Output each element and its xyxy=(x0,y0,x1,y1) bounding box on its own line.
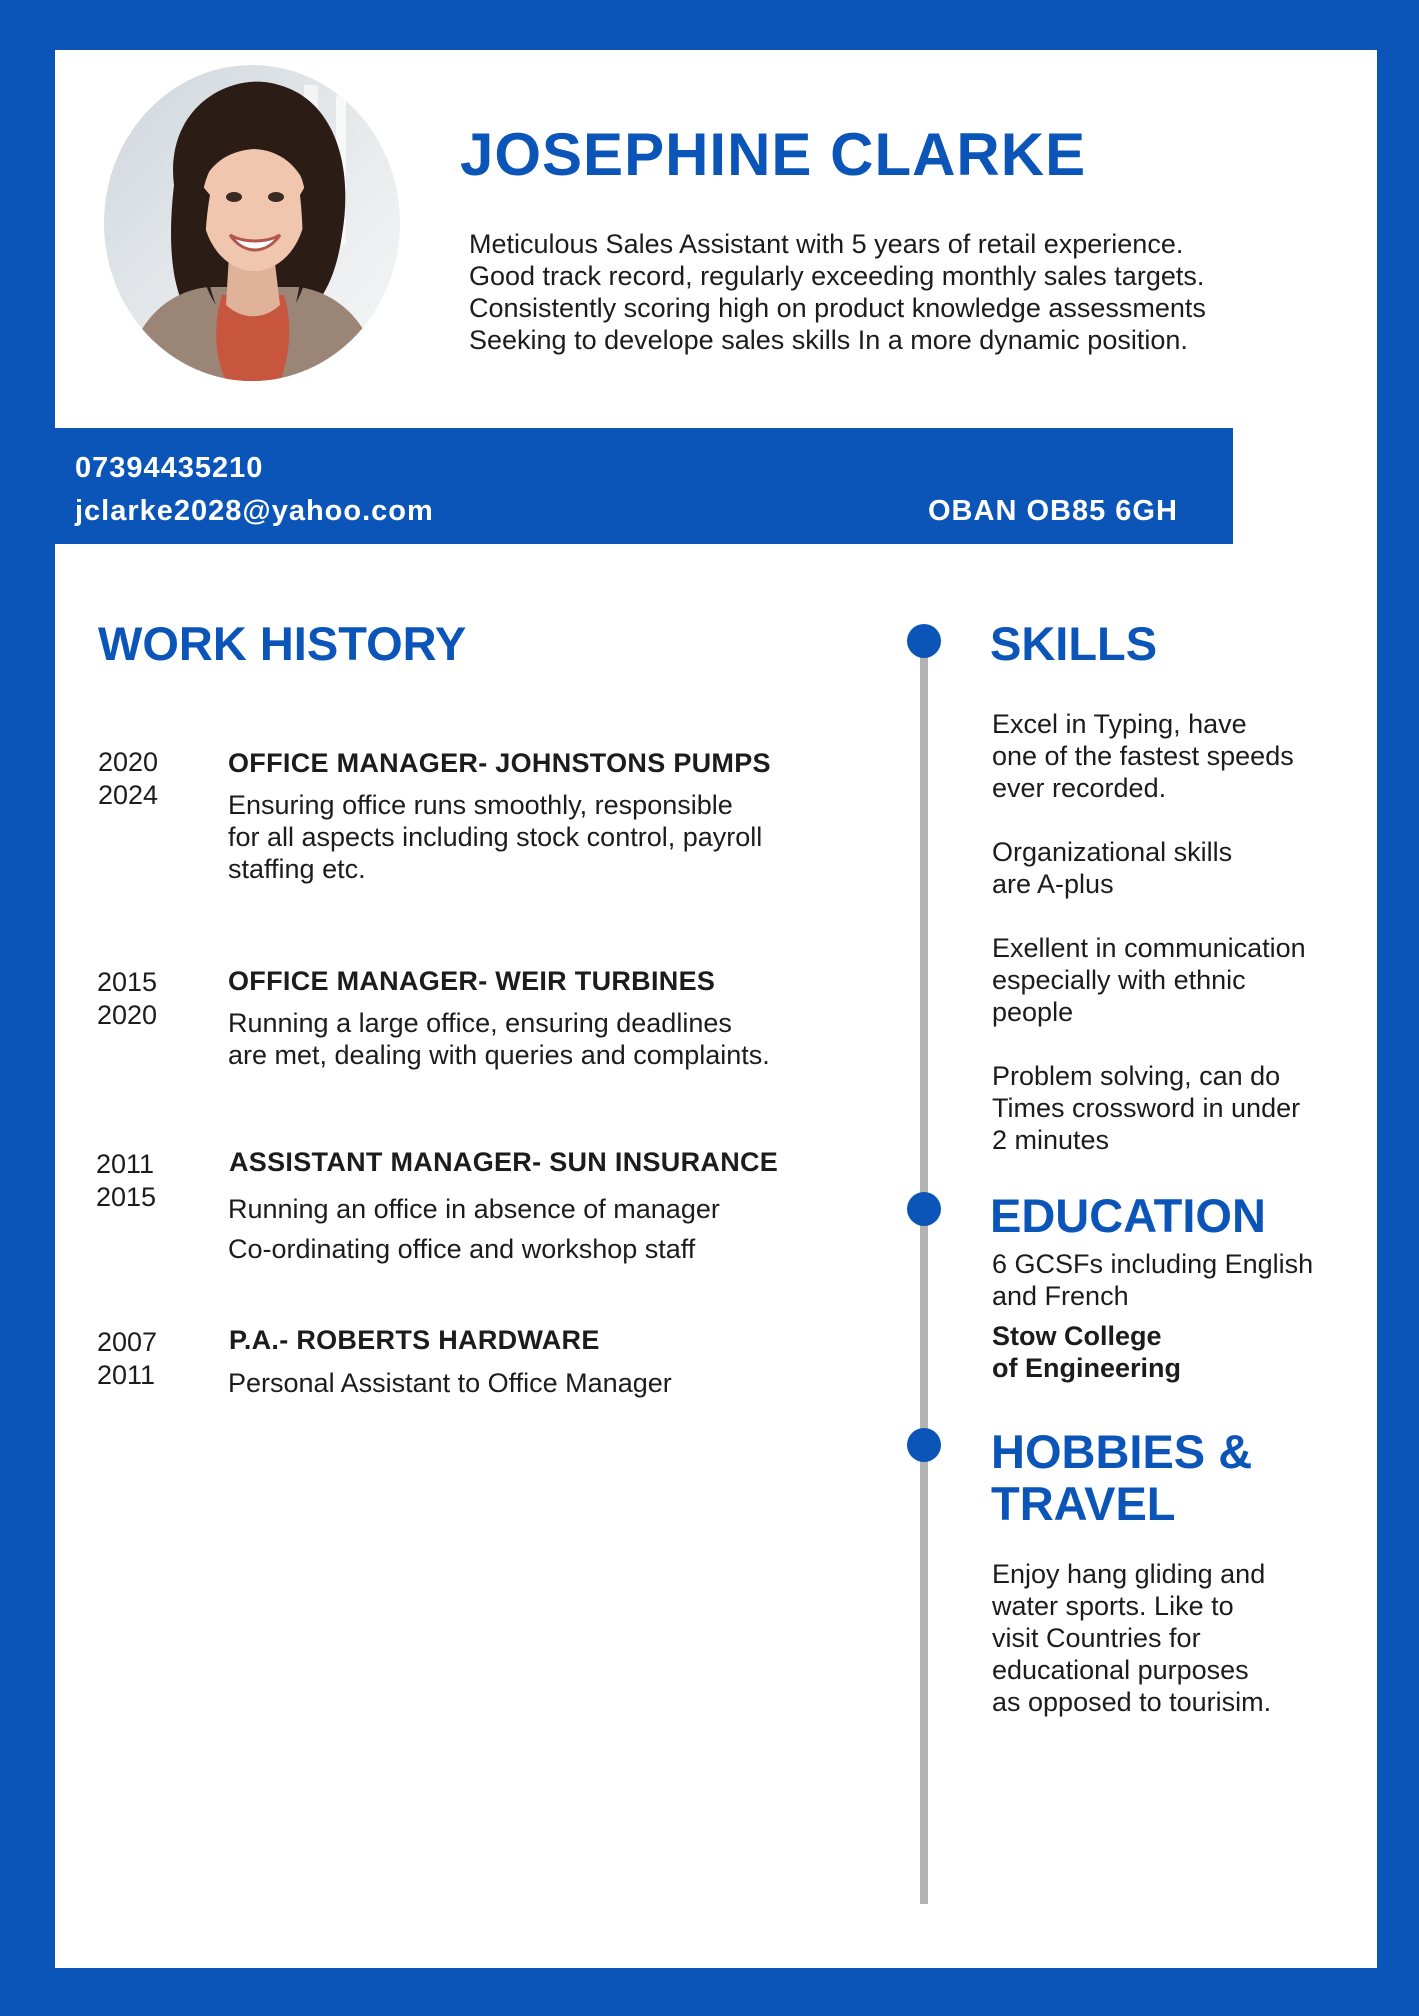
skill-line: Times crossword in under xyxy=(992,1093,1301,1123)
skill-line: one of the fastest speeds xyxy=(992,741,1294,771)
skill-line: Excel in Typing, have xyxy=(992,709,1247,739)
skill-line: are A-plus xyxy=(992,869,1114,899)
job-desc-line: staffing etc. xyxy=(228,854,366,884)
work-history-title: WORK HISTORY xyxy=(98,617,467,670)
hobbies-line: visit Countries for xyxy=(992,1623,1201,1653)
job-desc-line: Ensuring office runs smoothly, responsible xyxy=(228,790,733,820)
timeline-dot-education xyxy=(907,1192,941,1226)
job-title: P.A.- ROBERTS HARDWARE xyxy=(229,1325,600,1355)
hobbies-title-line: HOBBIES & xyxy=(991,1425,1253,1478)
hobbies-title-line: TRAVEL xyxy=(991,1477,1176,1530)
job-description xyxy=(228,1189,720,1269)
hobbies-line: as opposed to tourisim. xyxy=(992,1687,1272,1717)
job-description xyxy=(228,789,762,885)
job-years xyxy=(97,966,157,1032)
skill-line: Organizational skills xyxy=(992,837,1233,867)
contact-phone: 07394435210 xyxy=(75,452,264,484)
job-desc-line: are met, dealing with queries and complaints. xyxy=(228,1040,770,1070)
summary-line: Meticulous Sales Assistant with 5 years of retail experience. xyxy=(469,229,1184,259)
skill-item xyxy=(992,836,1232,900)
summary-line: Consistently scoring high on product knowledge assessments xyxy=(469,293,1206,323)
timeline-line xyxy=(920,642,928,1904)
job-end-year: 2024 xyxy=(98,780,159,810)
skill-line: ever recorded. xyxy=(992,773,1167,803)
skill-line: especially with ethnic xyxy=(992,965,1246,995)
job-start-year: 2015 xyxy=(97,967,158,997)
skill-item xyxy=(992,708,1294,804)
profile-summary xyxy=(469,228,1309,356)
job-years xyxy=(96,1148,156,1214)
summary-line: Good track record, regularly exceeding monthly sales targets. xyxy=(469,261,1205,291)
hobbies-line: educational purposes xyxy=(992,1655,1249,1685)
job-start-year: 2020 xyxy=(98,747,159,777)
job-description xyxy=(228,1367,672,1399)
contact-email: jclarke2028@yahoo.com xyxy=(75,495,434,527)
hobbies-description xyxy=(992,1558,1271,1718)
job-years xyxy=(97,1326,157,1392)
skill-item xyxy=(992,932,1306,1028)
job-desc-line: Running a large office, ensuring deadlines xyxy=(228,1008,732,1038)
timeline-dot-skills xyxy=(907,624,941,658)
job-end-year: 2011 xyxy=(97,1360,156,1390)
job-desc-line: Running an office in absence of manager xyxy=(228,1194,720,1224)
skill-line: 2 minutes xyxy=(992,1125,1110,1155)
education-school xyxy=(992,1320,1181,1384)
summary-line: Seeking to develope sales skills In a more dynamic position. xyxy=(469,325,1188,355)
hobbies-title xyxy=(991,1426,1252,1530)
timeline-dot-hobbies xyxy=(907,1428,941,1462)
skills-title: SKILLS xyxy=(990,617,1158,670)
education-title: EDUCATION xyxy=(990,1189,1266,1242)
education-qualification xyxy=(992,1248,1313,1312)
school-line: of Engineering xyxy=(992,1353,1181,1383)
job-desc-line: Co-ordinating office and workshop staff xyxy=(228,1234,696,1264)
job-title: ASSISTANT MANAGER- SUN INSURANCE xyxy=(229,1147,779,1177)
school-line: Stow College xyxy=(992,1321,1162,1351)
skill-line: Problem solving, can do xyxy=(992,1061,1281,1091)
job-start-year: 2011 xyxy=(96,1149,155,1179)
hobbies-line: water sports. Like to xyxy=(992,1591,1234,1621)
profile-photo xyxy=(104,65,400,381)
contact-address: OBAN OB85 6GH xyxy=(928,495,1178,527)
education-line: and French xyxy=(992,1281,1129,1311)
job-title: OFFICE MANAGER- JOHNSTONS PUMPS xyxy=(228,748,771,778)
job-years xyxy=(98,746,158,812)
job-desc-line: Personal Assistant to Office Manager xyxy=(228,1368,672,1398)
skill-line: Exellent in communication xyxy=(992,933,1306,963)
education-line: 6 GCSFs including English xyxy=(992,1249,1314,1279)
job-description xyxy=(228,1007,770,1071)
job-end-year: 2015 xyxy=(96,1182,157,1212)
skill-line: people xyxy=(992,997,1074,1027)
job-title: OFFICE MANAGER- WEIR TURBINES xyxy=(228,966,716,996)
job-end-year: 2020 xyxy=(97,1000,158,1030)
candidate-name: JOSEPHINE CLARKE xyxy=(460,121,1087,188)
skill-item xyxy=(992,1060,1300,1156)
job-desc-line: for all aspects including stock control, payroll xyxy=(228,822,763,852)
job-start-year: 2007 xyxy=(97,1327,158,1357)
hobbies-line: Enjoy hang gliding and xyxy=(992,1559,1266,1589)
